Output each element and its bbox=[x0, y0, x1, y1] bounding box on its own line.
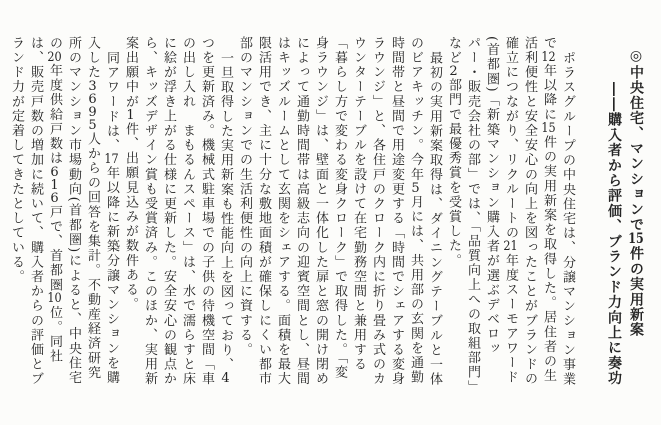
tatechuyoko-number: 15 bbox=[541, 122, 556, 136]
tatechuyoko-number: 15 bbox=[628, 232, 644, 247]
tatechuyoko-number: 17 bbox=[104, 153, 119, 167]
paragraph-4: 同アワードは、17年以降に新築分譲マンションを購入した3695人からの回答を集計。不動産経済研究所のマンション市場動向(首都圏)によると、中央住宅の20年度供給戸数は616戸で、首都圏10位。同社は、販売戸数の増加に続いて、購入者からの評価とブランド力が定着してきたとしている。 bbox=[9, 36, 119, 387]
paragraph-2: 最初の実用新案取得は、ダイニングテーブルと一体のビアキッチン。今年5月には、共用部の玄関を通勤時間帯と昼間で用途変更する「時間でシェアする変身ラウンジ」と、各住戸のクローク内に折り畳み式のカウンターテーブルを設けて在宅勤務空間と兼用する「暮らし方で変わる変身クローク」で取得した。「変身ラウンジ」は、壁面と一体化した扉と窓の開け閉めによって通勤時間帯は高級志向の迎賓空間とし、昼間はキッズルームとして玄関をシェアする。面積を最大限活用でき、主に十分な敷地面積が確保しにくい都市部のマンションでの生活利便性の向上に資する。 bbox=[237, 36, 442, 387]
article bbox=[7, 0, 647, 425]
tatechuyoko-number: 4 bbox=[221, 372, 230, 386]
tatechuyoko-number: 1 bbox=[126, 109, 135, 122]
tatechuyoko-number: 10 bbox=[47, 292, 62, 306]
article-headline: ◎中央住宅、マンションで15件の実用新案 bbox=[628, 48, 644, 338]
tatechuyoko-number: 5 bbox=[88, 118, 97, 132]
tatechuyoko-number: 12 bbox=[541, 50, 556, 64]
tatechuyoko-number: 21 bbox=[503, 240, 518, 254]
article-subheadline: ――購入者から評価、ブランド力向上に奏功 bbox=[606, 82, 622, 386]
paragraph-3: 一旦取得した実用新案も性能向上を図っており、4つを更新済み。機械式駐車場での子供の待機空間「車の出し入れ まもるんスペース」は、水で濡らすと床に絵が浮き上がる仕様に更新した。安全安心の観点から、キッズデザイン賞も受賞済み。このほか、実用新案出願中が1件、出願見込みが数件ある。 bbox=[123, 36, 233, 387]
article-body bbox=[7, 0, 577, 389]
tatechuyoko-number: 1 bbox=[50, 178, 59, 192]
tatechuyoko-number: 6 bbox=[50, 191, 59, 205]
paragraph-1: ポラスグループの中央住宅は、分譲マンション事業で12年以降に15件の実用新案を取得した。居住者の生活利便性と安全安心の向上を図ったことがブランドの確立につながり、リクルートの21年度スーモアワード(首都圏)「新築マンション購入者が選ぶデベロッパー・販売会社の部」では、「品質向上への取組部門」など2部門で最優秀賞を受賞した。 bbox=[446, 36, 575, 388]
tatechuyoko-number: 5 bbox=[411, 182, 420, 195]
tatechuyoko-number: 2 bbox=[449, 65, 458, 79]
tatechuyoko-number: 9 bbox=[88, 105, 97, 119]
tatechuyoko-number: 6 bbox=[50, 165, 59, 179]
tatechuyoko-number: 6 bbox=[88, 92, 97, 106]
tatechuyoko-number: 3 bbox=[88, 79, 97, 93]
tatechuyoko-number: 20 bbox=[47, 50, 62, 64]
